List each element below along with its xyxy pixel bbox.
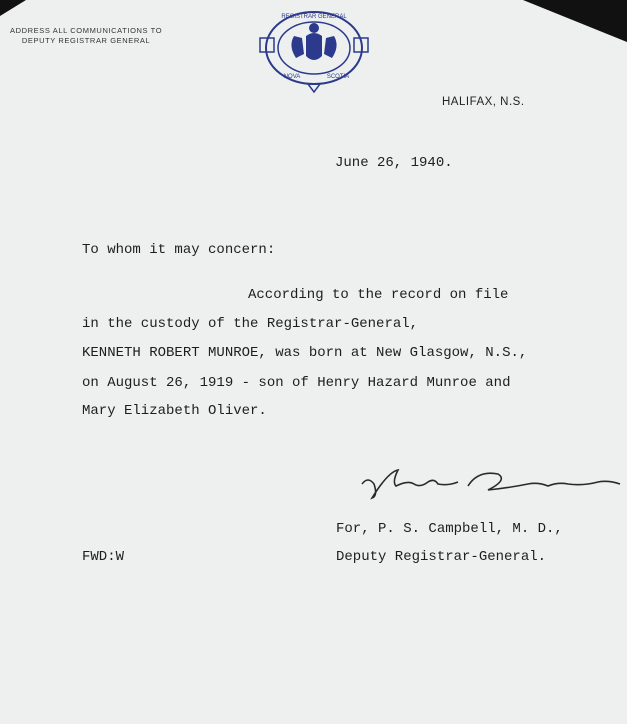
address-line-2: DEPUTY REGISTRAR GENERAL xyxy=(21,36,151,45)
body-line: According to the record on file xyxy=(248,287,509,303)
signoff-line-1: For, P. S. Campbell, M. D., xyxy=(336,521,563,537)
body-line: Mary Elizabeth Oliver. xyxy=(82,403,267,419)
letter-date: June 26, 1940. xyxy=(335,155,453,171)
seal-text-top: REGISTRAR GENERAL xyxy=(281,14,347,20)
signoff-line-2: Deputy Registrar-General. xyxy=(336,549,547,565)
handwritten-signature xyxy=(358,462,624,504)
seal-text-right: SCOTIA xyxy=(326,74,350,80)
scan-corner-left xyxy=(0,0,26,16)
letterhead-address xyxy=(10,26,162,46)
seal-text-left: NOVA xyxy=(283,74,301,80)
reference-initials: FWD:W xyxy=(82,549,125,565)
salutation: To whom it may concern: xyxy=(82,242,276,258)
body-line: in the custody of the Registrar-General, xyxy=(82,316,419,332)
address-line-1: ADDRESS ALL COMMUNICATIONS TO xyxy=(10,26,163,35)
body-line: on August 26, 1919 - son of Henry Hazard Munroe and xyxy=(82,375,511,391)
letterhead-city: HALIFAX, N.S. xyxy=(442,96,525,108)
registrar-general-seal-icon xyxy=(258,6,370,94)
body-line: KENNETH ROBERT MUNROE, was born at New Glasgow, N.S., xyxy=(82,345,528,361)
scan-corner-right xyxy=(523,0,627,42)
